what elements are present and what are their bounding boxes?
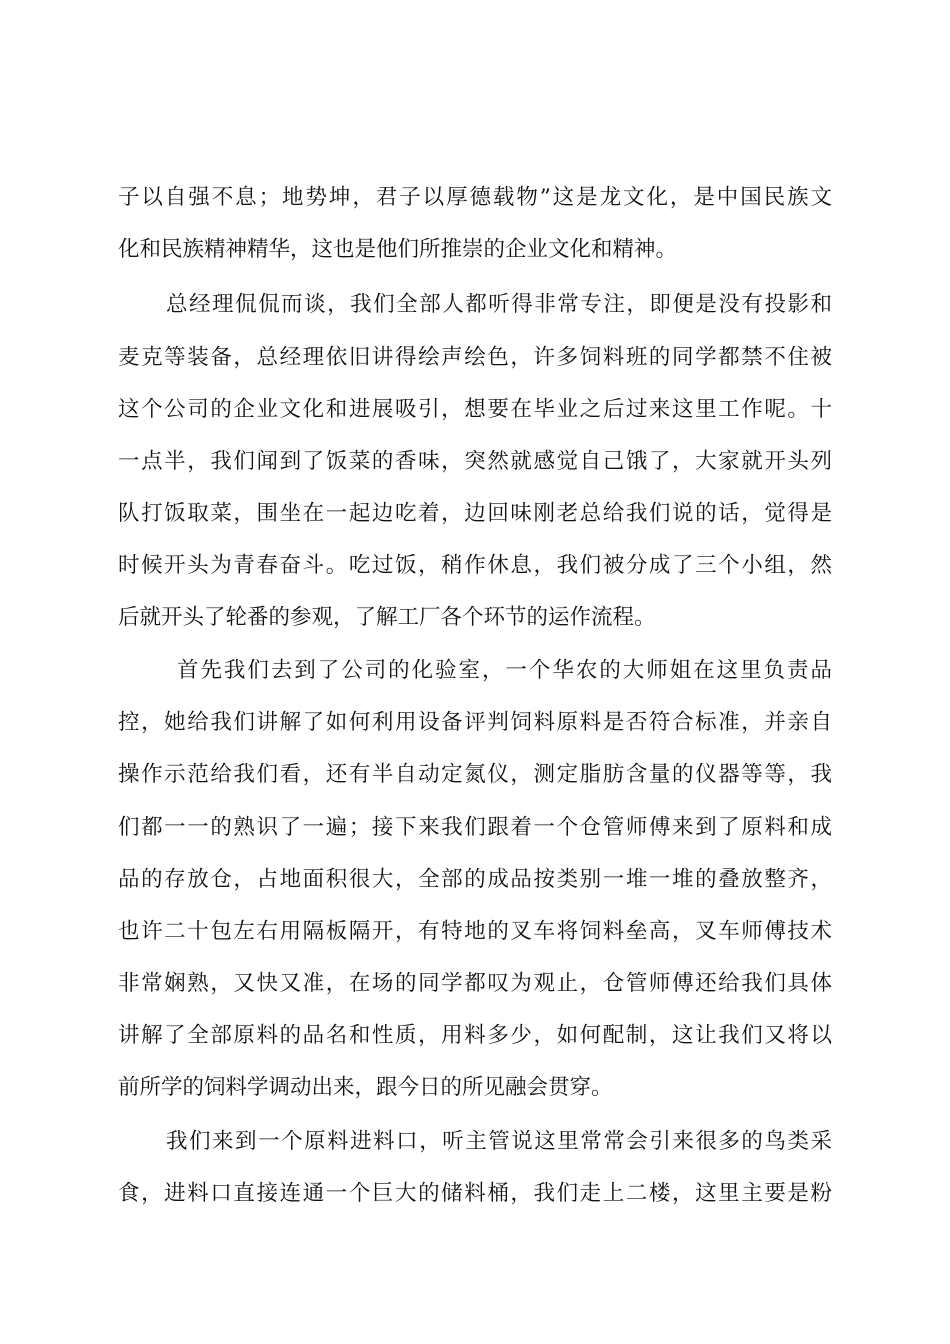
paragraph-2-line-4: 一点半，我们闻到了饭菜的香味，突然就感觉自己饿了，大家就开头列 — [118, 449, 832, 474]
paragraph-3-line-1: 首先我们去到了公司的化验室，一个华农的大师姐在这里负责品 — [177, 658, 832, 683]
paragraph-1-line-2: 化和民族精神精华，这也是他们所推崇的企业文化和精神。 — [118, 237, 678, 262]
paragraph-3-line-3: 操作示范给我们看，还有半自动定氮仪，测定脂肪含量的仪器等等，我 — [118, 762, 832, 787]
paragraph-2-line-7: 后就开头了轮番的参观，了解工厂各个环节的运作流程。 — [118, 605, 656, 630]
paragraph-3-line-4: 们都一一的熟识了一遍；接下来我们跟着一个仓管师傅来到了原料和成 — [118, 815, 832, 840]
paragraph-2-line-6: 时候开头为青春奋斗。吃过饭，稍作休息，我们被分成了三个小组，然 — [118, 553, 832, 578]
paragraph-3-line-5: 品的存放仓，占地面积很大，全部的成品按类别一堆一堆的叠放整齐， — [118, 867, 832, 892]
paragraph-3-line-6: 也许二十包左右用隔板隔开，有特地的叉车将饲料垒高，叉车师傅技术 — [118, 919, 832, 944]
paragraph-3-line-7: 非常娴熟，又快又准，在场的同学都叹为观止，仓管师傅还给我们具体 — [118, 971, 832, 996]
paragraph-3-line-2: 控，她给我们讲解了如何利用设备评判饲料原料是否符合标准，并亲自 — [118, 710, 832, 735]
paragraph-3-line-8: 讲解了全部原料的品名和性质，用料多少，如何配制，这让我们又将以 — [118, 1023, 832, 1048]
paragraph-4-line-2: 食，进料口直接连通一个巨大的储料桶，我们走上二楼，这里主要是粉 — [118, 1181, 832, 1206]
paragraph-2-line-3: 这个公司的企业文化和进展吸引，想要在毕业之后过来这里工作呢。十 — [118, 397, 832, 422]
paragraph-2-line-2: 麦克等装备，总经理依旧讲得绘声绘色，许多饲料班的同学都禁不住被 — [118, 345, 832, 370]
paragraph-4-line-1: 我们来到一个原料进料口，听主管说这里常常会引来很多的鸟类采 — [166, 1129, 832, 1154]
paragraph-2-line-5: 队打饭取菜，围坐在一起边吃着，边回味刚老总给我们说的话，觉得是 — [118, 501, 832, 526]
paragraph-1-line-1: 子以自强不息；地势坤，君子以厚德载物”这是龙文化，是中国民族文 — [118, 185, 832, 210]
paragraph-3-line-9: 前所学的饲料学调动出来，跟今日的所见融会贯穿。 — [118, 1075, 613, 1100]
paragraph-2-line-1: 总经理侃侃而谈，我们全部人都听得非常专注，即便是没有投影和 — [166, 292, 832, 317]
